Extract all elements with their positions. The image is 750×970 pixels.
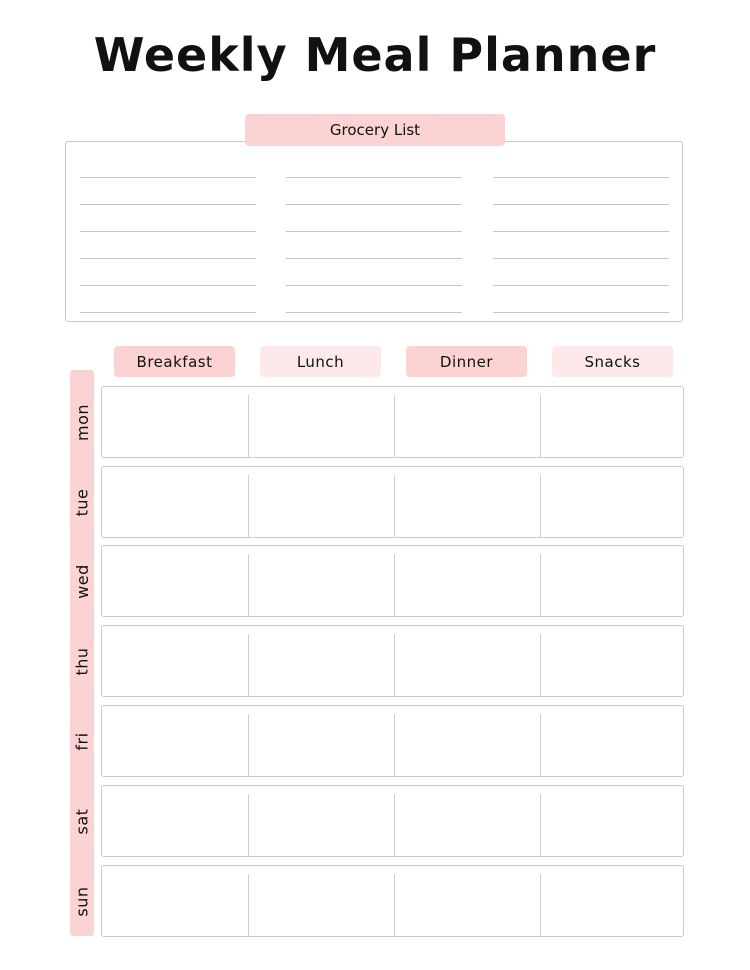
meal-divider [540, 714, 541, 776]
meal-divider [540, 475, 541, 537]
meal-divider [248, 794, 249, 856]
meal-divider [394, 714, 395, 776]
meal-divider [394, 794, 395, 856]
day-row-tue [101, 466, 684, 538]
grocery-line [493, 231, 669, 232]
grocery-line [493, 177, 669, 178]
grocery-line [286, 258, 462, 259]
day-row-wed [101, 545, 684, 617]
meal-divider [248, 634, 249, 696]
meal-header-lunch: Lunch [260, 346, 381, 377]
meal-divider [540, 634, 541, 696]
meal-divider [394, 634, 395, 696]
meal-divider [394, 475, 395, 537]
grocery-line [286, 312, 462, 313]
day-row-mon [101, 386, 684, 458]
page-title: Weekly Meal Planner [93, 28, 657, 82]
meal-divider [248, 874, 249, 936]
grocery-line [493, 312, 669, 313]
grocery-line [493, 204, 669, 205]
grocery-line [80, 177, 256, 178]
grocery-line [286, 177, 462, 178]
grocery-line [80, 258, 256, 259]
grocery-list-box [65, 141, 683, 322]
grocery-line [80, 204, 256, 205]
meal-divider [394, 874, 395, 936]
day-label-thu: thu [72, 646, 92, 676]
meal-header-snacks: Snacks [552, 346, 673, 377]
day-row-sat [101, 785, 684, 857]
grocery-line [286, 204, 462, 205]
day-label-fri: fri [72, 731, 92, 751]
day-label-sat: sat [72, 808, 92, 834]
grocery-line [286, 285, 462, 286]
day-label-wed: wed [72, 563, 92, 599]
day-label-tue: tue [72, 488, 92, 516]
day-row-sun [101, 865, 684, 937]
grocery-line [286, 231, 462, 232]
meal-divider [394, 395, 395, 457]
grocery-line [80, 285, 256, 286]
grocery-line [80, 231, 256, 232]
grocery-list-header: Grocery List [245, 114, 505, 146]
day-row-thu [101, 625, 684, 697]
meal-header-dinner: Dinner [406, 346, 527, 377]
meal-divider [248, 395, 249, 457]
meal-header-breakfast: Breakfast [114, 346, 235, 377]
meal-divider [248, 554, 249, 616]
meal-divider [540, 794, 541, 856]
day-label-mon: mon [72, 403, 92, 441]
meal-divider [248, 714, 249, 776]
meal-divider [540, 874, 541, 936]
meal-divider [394, 554, 395, 616]
meal-divider [248, 475, 249, 537]
meal-divider [540, 554, 541, 616]
day-row-fri [101, 705, 684, 777]
day-label-sun: sun [72, 885, 92, 917]
meal-divider [540, 395, 541, 457]
grocery-line [493, 285, 669, 286]
grocery-line [493, 258, 669, 259]
grocery-line [80, 312, 256, 313]
